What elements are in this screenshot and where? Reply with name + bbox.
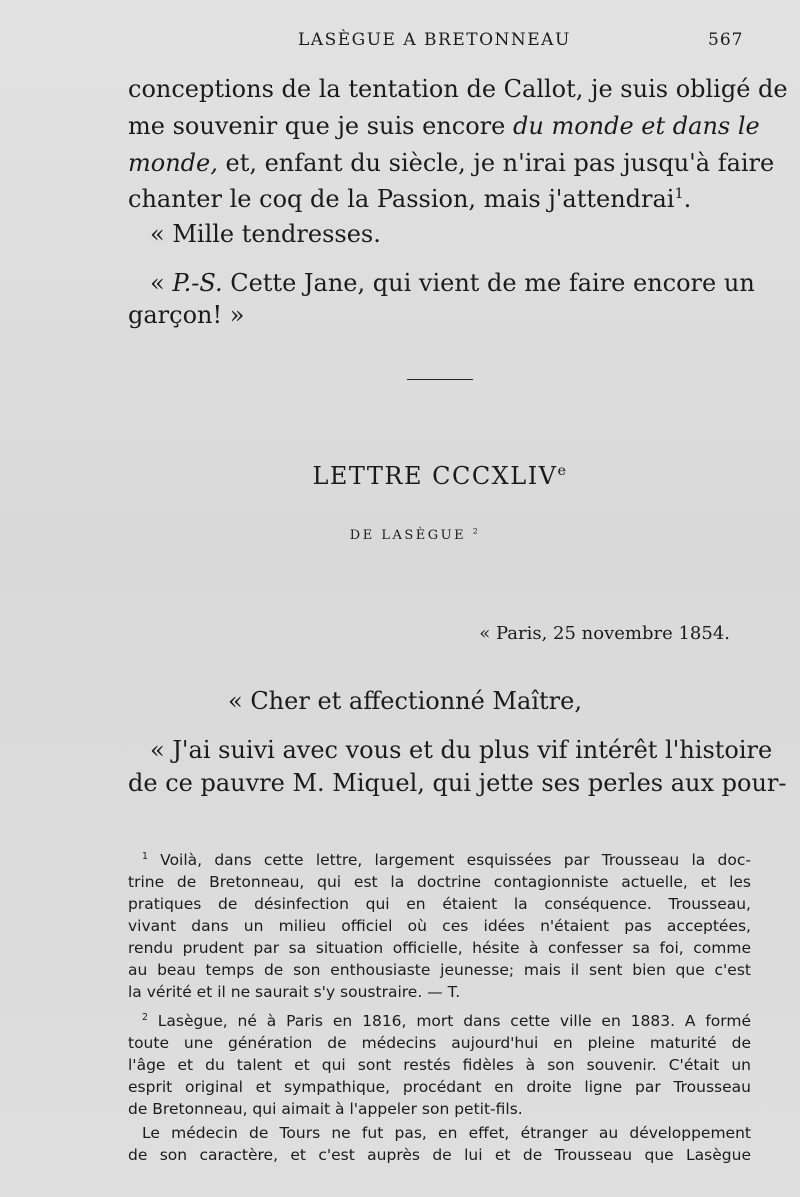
- closing-line: « Mille tendresses.: [150, 220, 381, 248]
- page-number: 567: [708, 30, 744, 50]
- footnote-line: vivant dans un milieu officiel où ces idées n'étaient pas acceptées,: [128, 917, 751, 935]
- letter-subtitle: DE LASÈGUE $^2$: [349, 526, 481, 543]
- footnote-line: Le médecin de Tours ne fut pas, en effet, étranger au développement: [142, 1124, 751, 1142]
- running-head: LASÈGUE A BRETONNEAU: [298, 30, 571, 50]
- italic-phrase: du monde et dans le: [513, 112, 760, 140]
- salutation: « Cher et affectionné Maître,: [228, 687, 582, 715]
- section-divider: [407, 379, 473, 380]
- footnote-marker: 2: [142, 1011, 148, 1023]
- footnote-line: de son caractère, et c'est auprès de lui et de Trousseau que Lasègue: [128, 1146, 751, 1164]
- footnote-line: rendu prudent par sa situation officielle, hésite à confesser sa foi, comme: [128, 939, 751, 957]
- italic-word: monde,: [128, 149, 218, 177]
- postscript-label: P.-S.: [172, 269, 223, 297]
- body-line: garçon! »: [128, 301, 245, 329]
- letter-title: LETTRE CCCXLIVe: [312, 462, 568, 490]
- footnote-line: de Bretonneau, qui aimait à l'appeler son petit-fils.: [128, 1100, 523, 1118]
- footnote-line: $^2$ Lasègue, né à Paris en 1816, mort dans cette ville en 1883. A formé: [142, 1011, 752, 1030]
- footnote-ref: 2: [472, 526, 481, 536]
- footnote-line: trine de Bretonneau, qui est la doctrine contagionniste actuelle, et les: [128, 873, 751, 891]
- footnote-line: esprit original et sympathique, procédant en droite ligne par Trousseau: [128, 1078, 751, 1096]
- footnote-line: au beau temps de son enthousiaste jeunesse; mais il sent bien que c'est: [128, 961, 751, 979]
- title-superscript: e: [557, 463, 568, 479]
- body-line: conceptions de la tentation de Callot, je suis obligé de: [128, 75, 788, 103]
- footnote-line: $^1$ Voilà, dans cette lettre, largement esquissées par Trousseau la doc-: [142, 850, 751, 869]
- footnote-ref: 1: [674, 186, 684, 202]
- dateline: « Paris, 25 novembre 1854.: [479, 623, 730, 644]
- body-line: me souvenir que je suis encore du monde et dans le: [128, 112, 760, 140]
- footnote-line: pratiques de désinfection qui en étaient la conséquence. Trousseau,: [128, 895, 751, 913]
- body-line: chanter le coq de la Passion, mais j'attendrai$^1$.: [128, 185, 692, 213]
- footnote-line: l'âge et du talent et qui sont restés fidèles à son souvenir. C'était un: [128, 1056, 751, 1074]
- footnote-line: la vérité et il ne saurait s'y soustraire. — T.: [128, 983, 461, 1001]
- footnote-line: toute une génération de médecins aujourd'hui en pleine maturité de: [128, 1034, 751, 1052]
- footnote-marker: 1: [142, 850, 148, 862]
- postscript-line: « P.-S. Cette Jane, qui vient de me faire encore un: [150, 269, 755, 297]
- body-line: monde, et, enfant du siècle, je n'irai pas jusqu'à faire: [128, 149, 775, 177]
- letter-text-line: de ce pauvre M. Miquel, qui jette ses perles aux pour-: [128, 769, 787, 797]
- letter-text-line: « J'ai suivi avec vous et du plus vif intérêt l'histoire: [150, 736, 773, 764]
